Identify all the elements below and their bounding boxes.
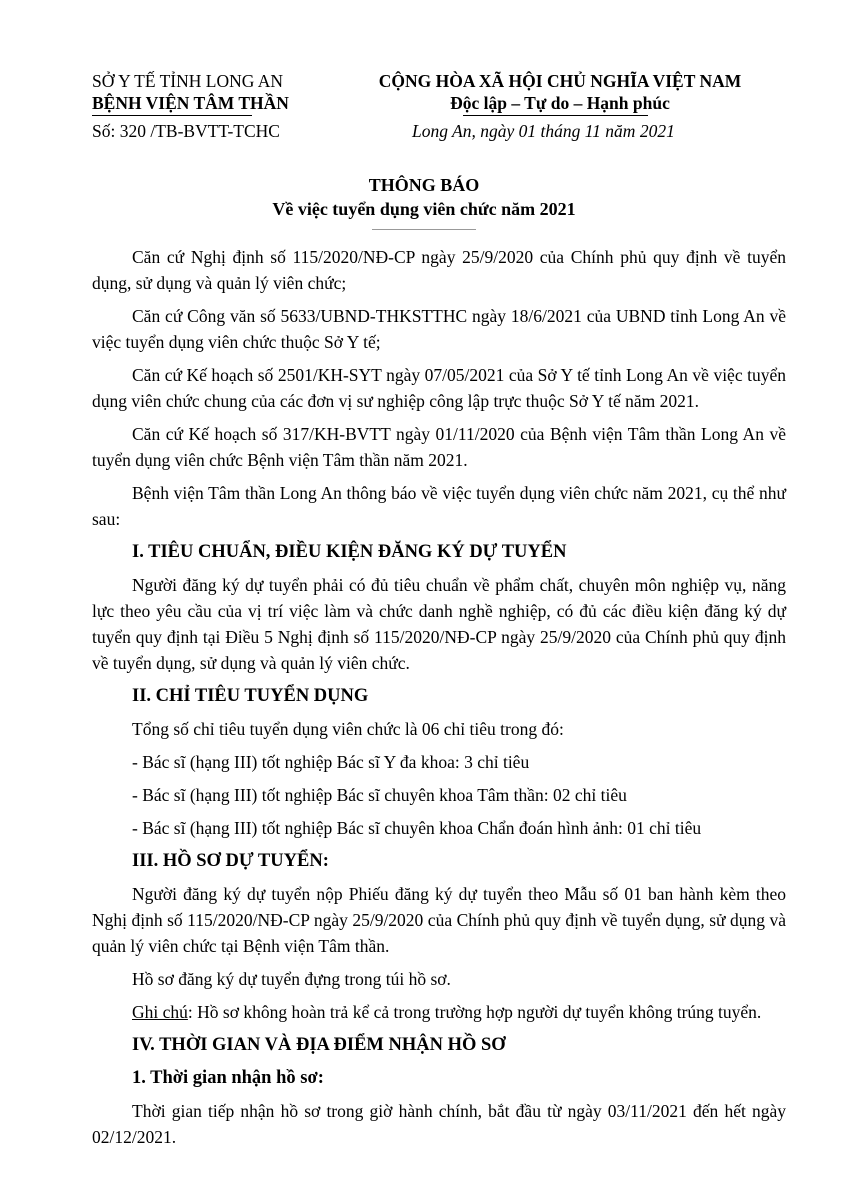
section-3-heading: III. HỒ SƠ DỰ TUYỂN: bbox=[132, 851, 329, 871]
paragraph-announcement: Bệnh viện Tâm thần Long An thông báo về việc tuyển dụng viên chức năm 2021, cụ thể như sau: bbox=[92, 483, 786, 529]
motto-underline bbox=[463, 115, 648, 116]
quota-item: - Bác sĩ (hạng III) tốt nghiệp Bác sĩ chuyên khoa Tâm thần: 02 chỉ tiêu bbox=[132, 785, 627, 805]
quota-item: - Bác sĩ (hạng III) tốt nghiệp Bác sĩ chuyên khoa Chẩn đoán hình ảnh: 01 chỉ tiêu bbox=[132, 818, 702, 838]
header-left bbox=[92, 70, 332, 114]
header-right bbox=[350, 70, 770, 114]
quota-item: - Bác sĩ (hạng III) tốt nghiệp Bác sĩ Y đa khoa: 3 chỉ tiêu bbox=[132, 752, 530, 772]
doc-subtitle: Về việc tuyển dụng viên chức năm 2021 bbox=[272, 199, 576, 219]
place-date: Long An, ngày 01 tháng 11 năm 2021 bbox=[412, 121, 675, 141]
section-3-text-1: Người đăng ký dự tuyển nộp Phiếu đăng ký dự tuyển theo Mẫu số 01 ban hành kèm theo Nghị định số 115/2020/NĐ-CP ngày 25/9/2020 của Chính phủ quy định về tuyển dụng, sử dụng và quản lý viên chức tại Bệnh viện Tâm thần. bbox=[92, 884, 786, 956]
paragraph-basis-3: Căn cứ Kế hoạch số 2501/KH-SYT ngày 07/05/2021 của Sở Y tế tỉnh Long An về việc tuyển dụng viên chức chung của các đơn vị sư nghiệp công lập trực thuộc Sở Y tế năm 2021. bbox=[92, 365, 786, 411]
section-2-heading: II. CHỈ TIÊU TUYỂN DỤNG bbox=[132, 686, 369, 706]
note-label: Ghi chú bbox=[132, 1002, 188, 1022]
org-name: BỆNH VIỆN TÂM THẦN bbox=[92, 93, 289, 113]
paragraph-basis-2: Căn cứ Công văn số 5633/UBND-THKSTTHC ngày 18/6/2021 của UBND tỉnh Long An về việc tuyển dụng viên chức thuộc Sở Y tế; bbox=[92, 306, 786, 352]
section-3-text-2: Hồ sơ đăng ký dự tuyển đựng trong túi hồ sơ. bbox=[132, 969, 451, 989]
section-4-text: Thời gian tiếp nhận hồ sơ trong giờ hành chính, bắt đầu từ ngày 03/11/2021 đến hết ngày 02/12/2021. bbox=[92, 1101, 786, 1147]
section-2-intro: Tổng số chỉ tiêu tuyển dụng viên chức là 06 chỉ tiêu trong đó: bbox=[132, 719, 564, 739]
section-4-heading: IV. THỜI GIAN VÀ ĐỊA ĐIỂM NHẬN HỒ SƠ bbox=[132, 1035, 506, 1055]
org-parent: SỞ Y TẾ TỈNH LONG AN bbox=[92, 71, 284, 91]
note-text: : Hồ sơ không hoàn trả kể cả trong trường hợp người dự tuyển không trúng tuyển. bbox=[187, 1002, 762, 1022]
org-underline bbox=[92, 115, 252, 116]
title-rule bbox=[372, 229, 476, 230]
paragraph-basis-1: Căn cứ Nghị định số 115/2020/NĐ-CP ngày 25/9/2020 của Chính phủ quy định về tuyển dụng, sử dụng và quản lý viên chức; bbox=[92, 247, 786, 293]
country-name: CỘNG HÒA XÃ HỘI CHỦ NGHĨA VIỆT NAM bbox=[378, 71, 742, 91]
section-4-subheading: 1. Thời gian nhận hồ sơ: bbox=[132, 1068, 324, 1088]
doc-number: Số: 320 /TB-BVTT-TCHC bbox=[92, 121, 280, 141]
section-1-text: Người đăng ký dự tuyển phải có đủ tiêu chuẩn về phẩm chất, chuyên môn nghiệp vụ, năng lực theo yêu cầu của vị trí việc làm và chức danh nghề nghiệp, có đủ các điều kiện đăng ký dự tuyển quy định tại Điều 5 Nghị định số 115/2020/NĐ-CP ngày 25/9/2020 của Chính phủ quy định về tuyển dụng, sử dụng và quản lý viên chức. bbox=[92, 575, 786, 673]
document-body bbox=[92, 244, 786, 1157]
paragraph-basis-4: Căn cứ Kế hoạch số 317/KH-BVTT ngày 01/11/2020 của Bệnh viện Tâm thần Long An về tuyển dụng viên chức Bệnh viện Tâm thần năm 2021. bbox=[92, 424, 786, 470]
section-3-note bbox=[92, 999, 786, 1025]
section-1-heading: I. TIÊU CHUẨN, ĐIỀU KIỆN ĐĂNG KÝ DỰ TUYỂN bbox=[132, 542, 567, 562]
motto: Độc lập – Tự do – Hạnh phúc bbox=[450, 93, 670, 113]
doc-title: THÔNG BÁO bbox=[368, 175, 480, 195]
